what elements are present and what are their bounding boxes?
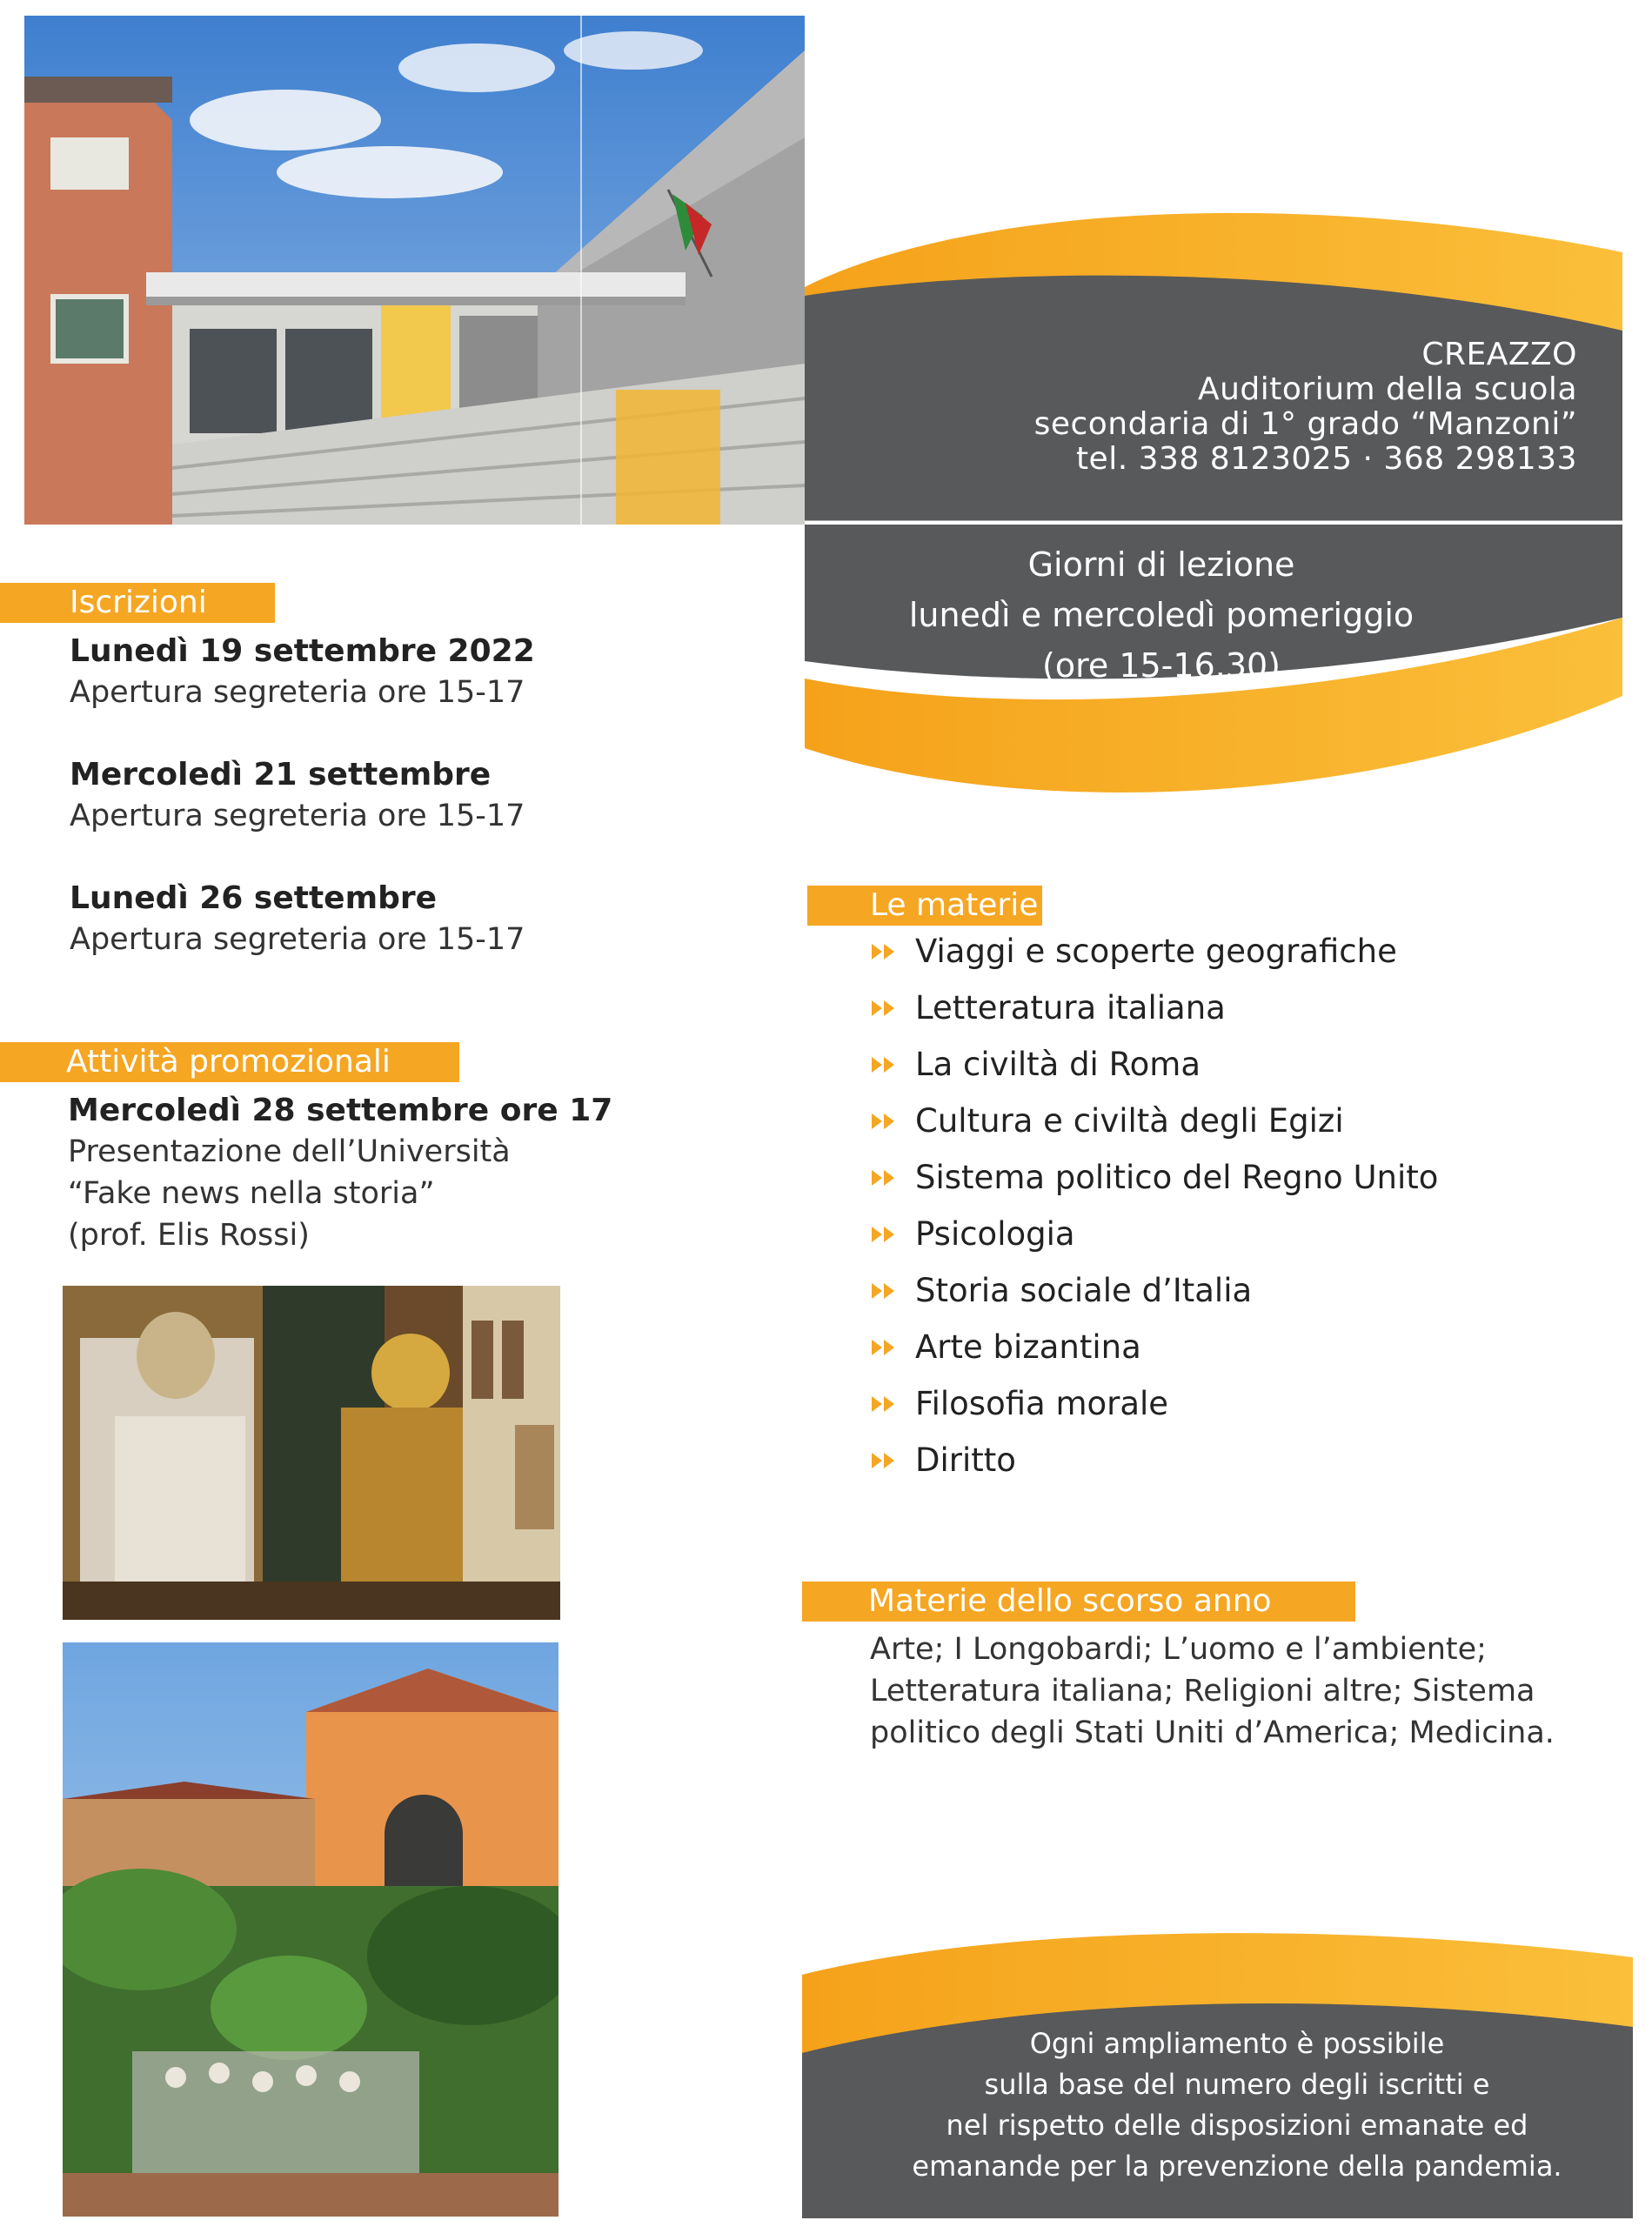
subject-label: Storia sociale d’Italia xyxy=(915,1272,1253,1309)
subject-item xyxy=(872,1215,1075,1253)
double-arrow-icon xyxy=(872,1394,898,1414)
lesson-schedule xyxy=(857,539,1466,691)
lesson-title: Giorni di lezione xyxy=(1027,545,1295,584)
double-arrow-icon xyxy=(872,1281,898,1301)
notice-line-1: Ogni ampliamento è possibile xyxy=(1029,2027,1445,2060)
double-arrow-icon xyxy=(872,942,898,961)
subject-label: Filosofia morale xyxy=(915,1385,1169,1422)
subject-item xyxy=(872,1441,1016,1479)
location-banner xyxy=(805,209,1622,818)
subject-label: La civiltà di Roma xyxy=(915,1046,1201,1083)
promo-date: Mercoledì 28 settembre ore 17 xyxy=(68,1093,613,1128)
subject-label: Arte bizantina xyxy=(915,1328,1141,1366)
enrollment-hours-1: Apertura segreteria ore 15-17 xyxy=(70,675,525,710)
notice-line-4: emanande per la prevenzione della pandemia. xyxy=(912,2150,1562,2183)
previous-subjects-text: Arte; I Longobardi; L’uomo e l’ambiente; Letteratura italiana; Religioni altre; Sistema politico degli Stati Uniti d’America; Medicina. xyxy=(870,1632,1555,1750)
subject-label: Psicologia xyxy=(915,1215,1075,1253)
notice-banner xyxy=(802,1923,1633,2218)
previous-subjects-label: Materie dello scorso anno xyxy=(802,1582,1355,1622)
lesson-days: lunedì e mercoledì pomeriggio xyxy=(908,596,1415,634)
school-building-photo xyxy=(24,16,805,525)
promo-line-3: (prof. Elis Rossi) xyxy=(68,1218,310,1253)
subject-label: Diritto xyxy=(915,1441,1016,1479)
subject-item xyxy=(872,933,1397,970)
venue-info xyxy=(881,338,1577,477)
enrollment-hours-2: Apertura segreteria ore 15-17 xyxy=(70,799,525,833)
subjects-label: Le materie xyxy=(807,886,1042,926)
subject-item xyxy=(872,1102,1344,1140)
notice-line-2: sulla base del numero degli iscritti e xyxy=(984,2068,1490,2101)
double-arrow-icon xyxy=(872,1112,898,1131)
subject-label: Cultura e civiltà degli Egizi xyxy=(915,1102,1344,1140)
subject-item xyxy=(872,1272,1252,1309)
lesson-hours: (ore 15-16.30) xyxy=(1042,646,1281,685)
venue-town: CREAZZO xyxy=(1421,337,1577,372)
subject-item xyxy=(872,989,1226,1027)
enrollment-label: Iscrizioni xyxy=(0,583,275,623)
promo-label: Attività promozionali xyxy=(0,1042,459,1082)
garden-villa-photo xyxy=(63,1642,558,2217)
venue-school: secondaria di 1° grado “Manzoni” xyxy=(1033,406,1577,442)
fresco-photo xyxy=(63,1286,560,1620)
double-arrow-icon xyxy=(872,1451,898,1470)
subject-label: Viaggi e scoperte geografiche xyxy=(915,933,1397,970)
subject-label: Sistema politico del Regno Unito xyxy=(915,1159,1439,1196)
notice-text xyxy=(889,2023,1585,2187)
double-arrow-icon xyxy=(872,1168,898,1187)
promo-line-1: Presentazione dell’Università xyxy=(68,1134,511,1169)
double-arrow-icon xyxy=(872,1225,898,1244)
venue-phone: tel. 338 8123025 · 368 298133 xyxy=(1075,441,1577,477)
double-arrow-icon xyxy=(872,1055,898,1074)
double-arrow-icon xyxy=(872,1338,898,1357)
enrollment-date-1: Lunedì 19 settembre 2022 xyxy=(70,633,535,669)
subject-item xyxy=(872,1046,1201,1083)
subject-item xyxy=(872,1328,1141,1366)
subject-label: Letteratura italiana xyxy=(915,989,1226,1027)
subject-item xyxy=(872,1159,1438,1196)
enrollment-hours-3: Apertura segreteria ore 15-17 xyxy=(70,922,525,957)
venue-name: Auditorium della scuola xyxy=(1197,371,1577,407)
enrollment-date-2: Mercoledì 21 settembre xyxy=(70,757,492,792)
enrollment-date-3: Lunedì 26 settembre xyxy=(70,880,438,916)
notice-line-3: nel rispetto delle disposizioni emanate ed xyxy=(946,2109,1528,2142)
promo-line-2: “Fake news nella storia” xyxy=(68,1176,435,1211)
double-arrow-icon xyxy=(872,999,898,1018)
subject-item xyxy=(872,1385,1168,1422)
